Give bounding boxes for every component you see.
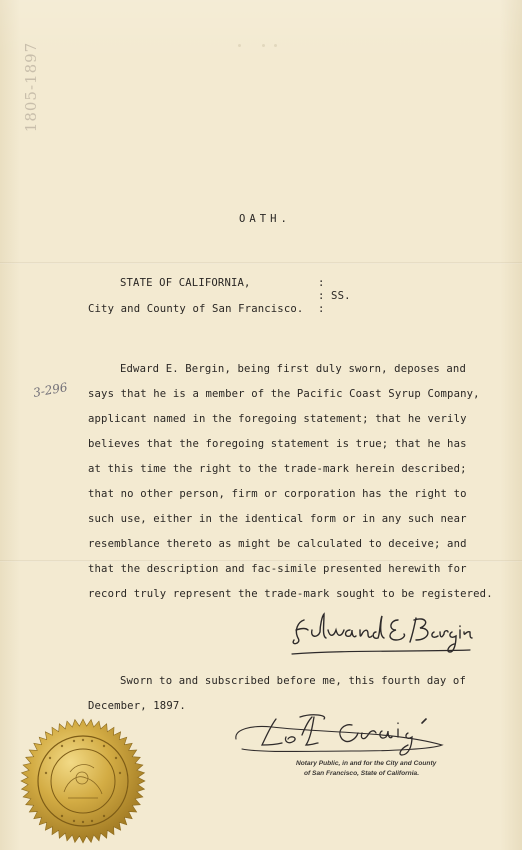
notary-seal [20, 718, 146, 844]
affiant-signature [284, 608, 474, 660]
body-line: such use, either in the identical form or in any such near [88, 513, 467, 525]
body-line: resemblance thereto as might be calculated to deceive; and [88, 538, 467, 550]
body-line: says that he is a member of the Pacific Coast Syrup Company, [88, 388, 480, 400]
body-line: at this time the right to the trade-mark herein described; [88, 463, 467, 475]
venue-county: City and County of San Francisco. [88, 303, 304, 315]
body-line: that the description and fac-simile presented herewith for [88, 563, 467, 575]
notary-caption: of San Francisco, State of California. [304, 770, 420, 777]
punch-hole [274, 44, 277, 47]
jurat-line: Sworn to and subscribed before me, this fourth day of [120, 675, 466, 687]
body-line: applicant named in the foregoing statement; that he verily [88, 413, 467, 425]
venue-ss: : SS. [318, 290, 351, 302]
body-line: that no other person, firm or corporation has the right to [88, 488, 467, 500]
notary-caption: Notary Public, in and for the City and County [296, 760, 437, 767]
jurat-line: December, 1897. [88, 700, 186, 712]
venue-colon: : [318, 277, 325, 289]
punch-hole [262, 44, 265, 47]
venue-state: STATE OF CALIFORNIA, [120, 277, 251, 289]
body-line: believes that the foregoing statement is true; that he has [88, 438, 467, 450]
fold-line [0, 262, 522, 264]
venue-colon: : [318, 303, 325, 315]
body-line: Edward E. Bergin, being first duly sworn, deposes and [120, 363, 466, 375]
body-line: record truly represent the trade-mark sought to be registered. [88, 588, 493, 600]
side-pencil-note: 1805-1897 [22, 41, 41, 133]
document-title: OATH. [239, 213, 291, 225]
punch-hole [238, 44, 241, 47]
notary-signature [232, 705, 452, 763]
fold-line [0, 560, 522, 562]
margin-pencil-note: 3-296 [32, 380, 69, 400]
